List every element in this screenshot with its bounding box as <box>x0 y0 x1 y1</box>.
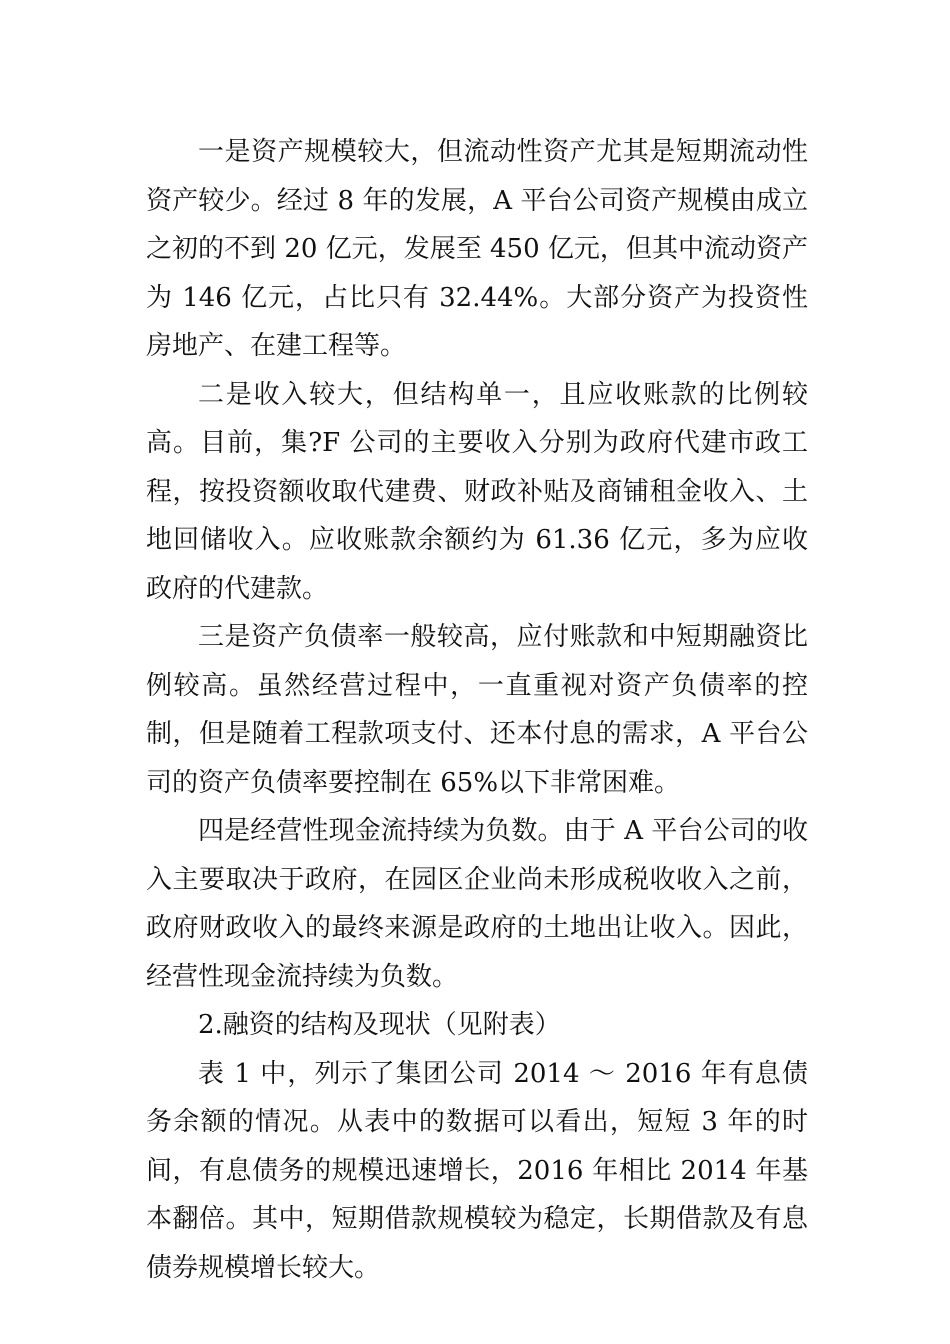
paragraph-revenue-structure: 二是收入较大，但结构单一，且应收账款的比例较高。目前，集?F 公司的主要收入分别为政府代建市政工程，按投资额收取代建费、财政补贴及商铺租金收入、土地回储收入。应收账款余额约为 61.36 亿元，多为应收政府的代建款。 <box>146 379 808 604</box>
paragraph-table-summary: 表 1 中，列示了集团公司 2014 ～ 2016 年有息债务余额的情况。从表中的数据可以看出，短短 3 年的时间，有息债务的规模迅速增长，2016 年相比 2014 年基本翻倍。其中，短期借款规模较为稳定，长期借款及有息债券规模增长较大。 <box>146 1058 808 1283</box>
paragraph-asset-scale: 一是资产规模较大，但流动性资产尤其是短期流动性资产较少。经过 8 年的发展，A 平台公司资产规模由成立之初的不到 20 亿元，发展至 450 亿元，但其中流动资产为 146 亿元，占比只有 32.44%。大部分资产为投资性房地产、在建工程等。 <box>146 137 808 361</box>
paragraph-debt-ratio: 三是资产负债率一般较高，应付账款和中短期融资比例较高。虽然经营过程中，一直重视对资产负债率的控制，但是随着工程款项支付、还本付息的需求，A 平台公司的资产负债率要控制在 65%以下非常困难。 <box>146 622 808 798</box>
document-body <box>146 128 808 1292</box>
section-heading-financing-structure: 2.融资的结构及现状（见附表） <box>198 1010 561 1040</box>
paragraph-cash-flow: 四是经营性现金流持续为负数。由于 A 平台公司的收入主要取决于政府，在园区企业尚未形成税收收入之前，政府财政收入的最终来源是政府的土地出让收入。因此，经营性现金流持续为负数。 <box>146 816 808 992</box>
